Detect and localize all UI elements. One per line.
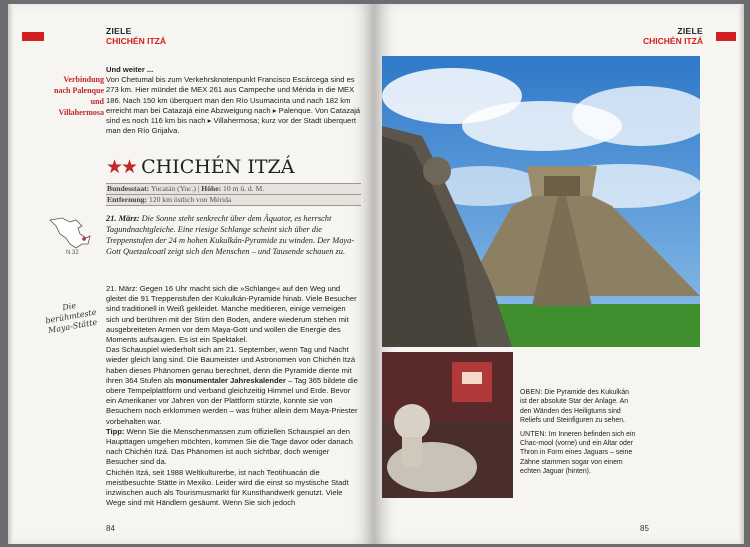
handwritten-note: Die berühmteste Maya-Stätte xyxy=(44,301,98,336)
fact-row xyxy=(106,194,361,205)
page-number: 85 xyxy=(640,524,649,533)
fact-box xyxy=(106,183,361,206)
map-grid-label: N 32 xyxy=(66,250,79,256)
tip-paragraph xyxy=(106,427,361,468)
paragraph: Chichén Itzá, seit 1988 Weltkulturerbe, ist nach Teotihuacán die meistbesuchte Stätte in Mexiko. Leider wird die einst so mystische Stadt inzwischen auch als Tourismusmarkt für Kunsthandwerk genutzt. Viele Wege sind mit Händlern gesäumt. Wenn Sie sich jedoch xyxy=(106,467,349,508)
paragraph-bold: monumentaler Jahreskalender xyxy=(175,375,286,385)
open-book xyxy=(8,4,744,544)
header-place: CHICHÉN ITZÁ xyxy=(106,36,166,46)
fact-value: Yucatán (Yuc.) xyxy=(150,184,196,193)
title-text: CHICHÉN ITZÁ xyxy=(141,156,295,178)
fact-label: Bundesstaat: xyxy=(107,184,150,193)
paragraph xyxy=(106,345,361,427)
mexico-map-icon xyxy=(48,214,92,254)
main-text xyxy=(106,284,361,508)
right-page xyxy=(374,4,744,544)
fact-value: 120 km östlich von Mérida xyxy=(149,195,232,204)
red-marker xyxy=(22,32,44,41)
chapter-title xyxy=(106,156,294,178)
caption-text: Im Inneren befinden sich ein Chac-mool (vorne) und ein Altar oder Thron in Form eines Jaguars – seine Zähne stammen sogar von einem echten Jaguar (hinten). xyxy=(520,430,636,476)
header-section: ZIELE xyxy=(106,26,132,36)
intro-text: Von Chetumal bis zum Verkehrsknotenpunkt Francisco Escárcega sind es 273 km. Hier mündet die MEX 261 aus Campeche und Mérida in die MEX 186. Nach 150 km überquert man den Río Usumacinta und nach 182 km erreicht man bei Catazajá eine Abzweigung nach ▸ Palenque. Von Catazajá sind es noch 116 km bis nach ▸ Villahermosa; kurz vor der Stadt überquert man den Río Grijalva. xyxy=(106,75,361,136)
photo-captions xyxy=(520,388,636,477)
lead-quote xyxy=(106,213,361,257)
paragraph-text: Das Schauspiel wiederholt sich am 21. September, wenn Tag und Nacht wieder gleich lang sind. Die Baumeister und Astronomen von Chichén Itzá haben dieses Phänomen genau berechnet, denn die Pyramide diente mit ihren 364 Stufen als xyxy=(106,345,356,385)
running-header xyxy=(106,26,166,46)
star-rating: ★★ xyxy=(106,156,137,178)
header-section: ZIELE xyxy=(677,26,703,36)
page-edge xyxy=(738,4,744,544)
paragraph: 21. März: Gegen 16 Uhr macht sich die »Schlange« auf den Weg und gleitet die 91 Treppenstufen der Kukulkán-Pyramide hinab. Viele Besucher sind traditionell in Weiß gekleidet. Manche meditieren, einige verneigen sich und berühren mit der Stirn den Boden, andere wiederum stehen mit ausgebreiteten Armen vor dem Maya-Gott und wollen die Energie des Moments aufsaugen. Es ist ein Spektakel. xyxy=(106,284,357,345)
caption-top xyxy=(520,388,636,426)
red-marker xyxy=(716,32,736,41)
paragraph-text: – Tag 365 bildete die obere Tempelplattform und verband gleichzeitig Himmel und Erde. Bevor ein Amerikaner vor Jahren von der Plattform stürzte, konnte sie von Besuchern noch erklommen werden – was früher allein dem Maya-Priester vorbehalten war. xyxy=(106,375,358,426)
caption-text: Die Pyramide des Kukulkán ist der absolute Star der Anlage. An den Wänden des Heiligtums sind Reliefs und Steinfiguren zu sehen. xyxy=(520,389,630,425)
intro-lead: Und weiter ... xyxy=(106,65,154,74)
fact-value: 10 m ü. d. M. xyxy=(223,184,265,193)
caption-bottom xyxy=(520,430,636,477)
caption-label: UNTEN: xyxy=(520,430,547,438)
pyramid-photo xyxy=(382,56,700,347)
fact-label: Entfernung: xyxy=(107,195,148,204)
tip-label: Tipp: xyxy=(106,426,125,436)
caption-label: OBEN: xyxy=(520,389,543,396)
page-number: 84 xyxy=(106,524,115,533)
margin-note: Verbindung nach Palenque und Villahermosa xyxy=(54,75,105,117)
tip-text: Wenn Sie die Menschenmassen zum offiziellen Schauspiel an den Haupttagen umgehen möchten, kommen Sie die Tage davor oder danach nach Chichén Itzá. Das Phänomen ist auch sichtbar, doch weniger Besucher sind da. xyxy=(106,426,353,467)
quote-date: 21. März: xyxy=(106,214,140,223)
running-header xyxy=(627,26,703,46)
page-edge xyxy=(8,4,14,544)
intro-block xyxy=(106,65,361,136)
fact-label: Höhe: xyxy=(201,184,222,193)
fact-row: Bundesstaat: Yucatán (Yuc.) | Höhe: 10 m ü. d. M. xyxy=(106,184,361,194)
quote-text: Die Sonne steht senkrecht über dem Äquator, es herrscht Tagundnachtgleiche. Eine riesige Schlange scheint sich über die Treppenstufen der 24 m hohen Kukulkán-Pyramide zu winden. Der Maya-Gott Quetzalcoatl zeigt sich den Menschen – und Tausende schauen zu. xyxy=(106,214,355,256)
chacmool-photo xyxy=(382,352,513,498)
header-place: CHICHÉN ITZÁ xyxy=(643,36,703,46)
left-page xyxy=(8,4,374,544)
